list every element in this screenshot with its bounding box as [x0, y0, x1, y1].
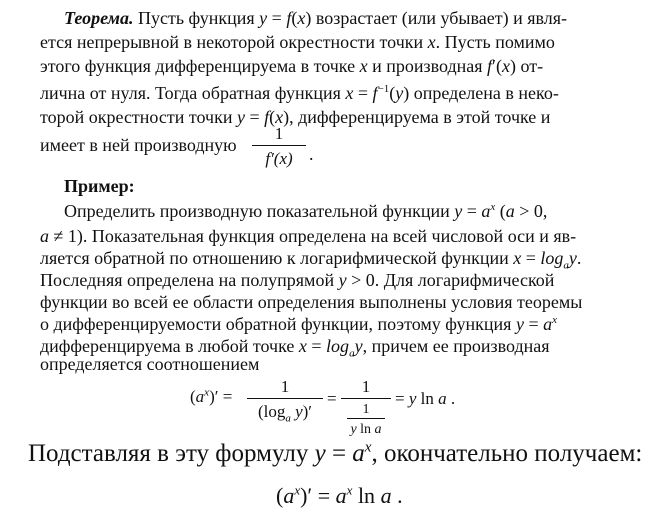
- example-line-1: Определить производную показательной функции $y = a^x$ (a > 0,: [64, 201, 548, 221]
- example-line-5: функции во всей ее области определения выполнены условия теоремы: [40, 292, 583, 312]
- theorem-line-4: лична от нуля. Тогда обратная функция $x = f^{-1}(y)$ определена в неко-: [40, 83, 559, 103]
- fraction-numerator: 1: [280, 377, 290, 396]
- fraction-denominator: f′(x): [265, 149, 293, 168]
- example-line-8: определяется соотношением: [40, 354, 260, 374]
- theorem-fraction-period: .: [309, 144, 314, 164]
- theorem-line-5: торой окрестности точки y = f(x), дифференцируема в этой точке и: [40, 107, 551, 127]
- formula-2: $(a^x)' = a^x$ ln a .: [276, 482, 403, 508]
- formula-1-fraction-1: [247, 377, 323, 425]
- example-heading: Пример:: [64, 176, 135, 196]
- example-line-6: о дифференцируемости обратной функции, поэтому функция $y = a^x$: [40, 314, 557, 334]
- fraction-bar-inner: [347, 418, 385, 419]
- fraction-denominator: ($\log_a$ y)′: [257, 402, 313, 425]
- example-line-4: Последняя определена на полупрямой y > 0. Для логарифмической: [40, 270, 555, 290]
- fraction-bar: [341, 398, 391, 399]
- fraction-denominator-denominator: y ln a: [350, 422, 382, 437]
- example-line-2: a ≠ 1). Показательная функция определена на всей числовой оси и яв-: [40, 226, 577, 246]
- formula-1-rhs: = y ln a .: [395, 389, 456, 408]
- formula-1-equals: =: [327, 389, 337, 408]
- theorem-line-2: ется непрерывной в некоторой окрестности точки x. Пусть помимо: [40, 32, 555, 52]
- fraction-numerator: 1: [361, 377, 371, 396]
- theorem-derivative-fraction: [250, 124, 308, 169]
- theorem-heading: Теорема.: [64, 8, 134, 28]
- formula-1-fraction-2: [341, 377, 391, 438]
- formula-1-lhs: $(a^x)'$ =: [190, 386, 233, 406]
- example-line-7: дифференцируема в любой точке $x = \log_ay$, причем ее производная: [40, 336, 550, 360]
- fraction-bar: [247, 398, 323, 399]
- fraction-numerator: 1: [274, 124, 284, 143]
- conclusion-line: Подставляя в эту формулу $y = a^x$, окончательно получаем:: [28, 439, 643, 467]
- theorem-line-1: Теорема. Пусть функция y = f(x) возрастает (или убывает) и явля-: [64, 8, 568, 28]
- theorem-line-3: этого функция дифференцируема в точке x и производная f′(x) от-: [40, 56, 544, 76]
- fraction-denominator-numerator: 1: [362, 402, 370, 417]
- example-line-3: ляется обратной по отношению к логарифмической функции $x = \log_ay$.: [40, 248, 582, 272]
- fraction-bar: [252, 145, 306, 146]
- theorem-line-6: имеет в ней производную: [40, 135, 237, 155]
